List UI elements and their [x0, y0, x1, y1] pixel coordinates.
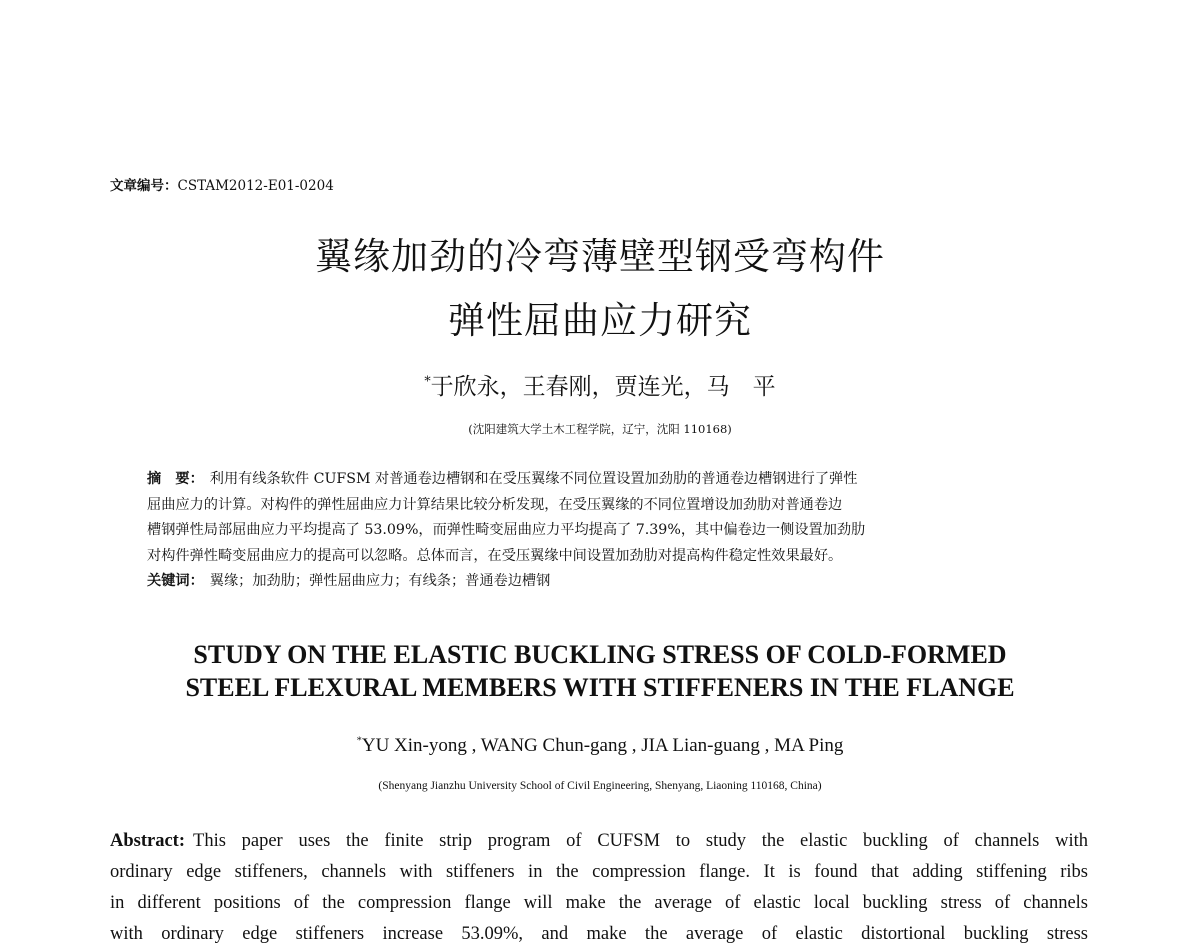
chinese-authors	[0, 368, 1200, 401]
english-abstract-text-1: This paper uses the finite strip program of CUFSM to study the elastic buckling of channels with	[193, 831, 1088, 851]
english-abstract	[110, 826, 1088, 950]
english-abstract-label: Abstract:	[110, 831, 186, 851]
article-number-value: CSTAM2012-E01-0204	[177, 178, 334, 194]
english-author-names: YU Xin-yong , WANG Chun-gang , JIA Lian-guang , MA Ping	[361, 735, 844, 756]
english-abstract-text-4: with ordinary edge stiffeners increase 53.09%, and make the average of elastic distortional buckling stress	[110, 924, 1088, 944]
chinese-author-names: 于欣永，王春刚，贾连光，马 平	[430, 374, 776, 400]
chinese-title-line-2: 弹性屈曲应力研究	[448, 299, 752, 342]
chinese-abstract-text-2: 屈曲应力的计算。对构件的弹性屈曲应力计算结果比较分析发现，在受压翼缘的不同位置增设加劲肋对普通卷边	[147, 496, 843, 513]
english-authors	[0, 735, 1200, 757]
article-number	[110, 174, 334, 194]
english-abstract-text-3: in different positions of the compression flange will make the average of elastic local buckling stress of channels	[110, 893, 1088, 913]
chinese-abstract	[147, 467, 1055, 595]
chinese-abstract-text-1: 利用有线条软件 CUFSM 对普通卷边槽钢和在受压翼缘不同位置设置加劲肋的普通卷边槽钢进行了弹性	[209, 471, 858, 487]
chinese-abstract-label: 摘 要：	[147, 471, 204, 487]
chinese-keywords-value: 翼缘；加劲肋；弹性屈曲应力；有线条；普通卷边槽钢	[209, 573, 551, 589]
chinese-title-line-1: 翼缘加劲的冷弯薄壁型钢受弯构件	[315, 235, 885, 278]
english-title-line-1: STUDY ON THE ELASTIC BUCKLING STRESS OF COLD-FORMED	[193, 640, 1007, 669]
english-title-line-2: STEEL FLEXURAL MEMBERS WITH STIFFENERS IN THE FLANGE	[185, 673, 1015, 702]
chinese-abstract-text-4: 对构件弹性畸变屈曲应力的提高可以忽略。总体而言，在受压翼缘中间设置加劲肋对提高构件稳定性效果最好。	[147, 547, 843, 564]
article-number-label: 文章编号：	[110, 178, 178, 194]
chinese-abstract-text-3: 槽钢弹性局部屈曲应力平均提高了 53.09%，而弹性畸变屈曲应力平均提高了 7.39%，其中偏卷边一侧设置加劲肋	[147, 522, 866, 538]
chinese-abstract-line	[147, 467, 1055, 493]
chinese-keywords-label: 关键词：	[147, 573, 204, 589]
english-abstract-text-2: ordinary edge stiffeners, channels with stiffeners in the compression flange. It is found that adding stiffening ribs	[110, 862, 1088, 882]
corresponding-author-mark: *	[424, 373, 431, 389]
chinese-affiliation: (沈阳建筑大学土木工程学院，辽宁，沈阳 110168)	[468, 422, 732, 436]
english-affiliation: (Shenyang Jianzhu University School of Civil Engineering, Shenyang, Liaoning 110168, China)	[378, 780, 822, 792]
corresponding-author-mark-en: *	[356, 735, 362, 747]
english-abstract-line	[110, 826, 1088, 857]
chinese-keywords	[147, 569, 1055, 595]
